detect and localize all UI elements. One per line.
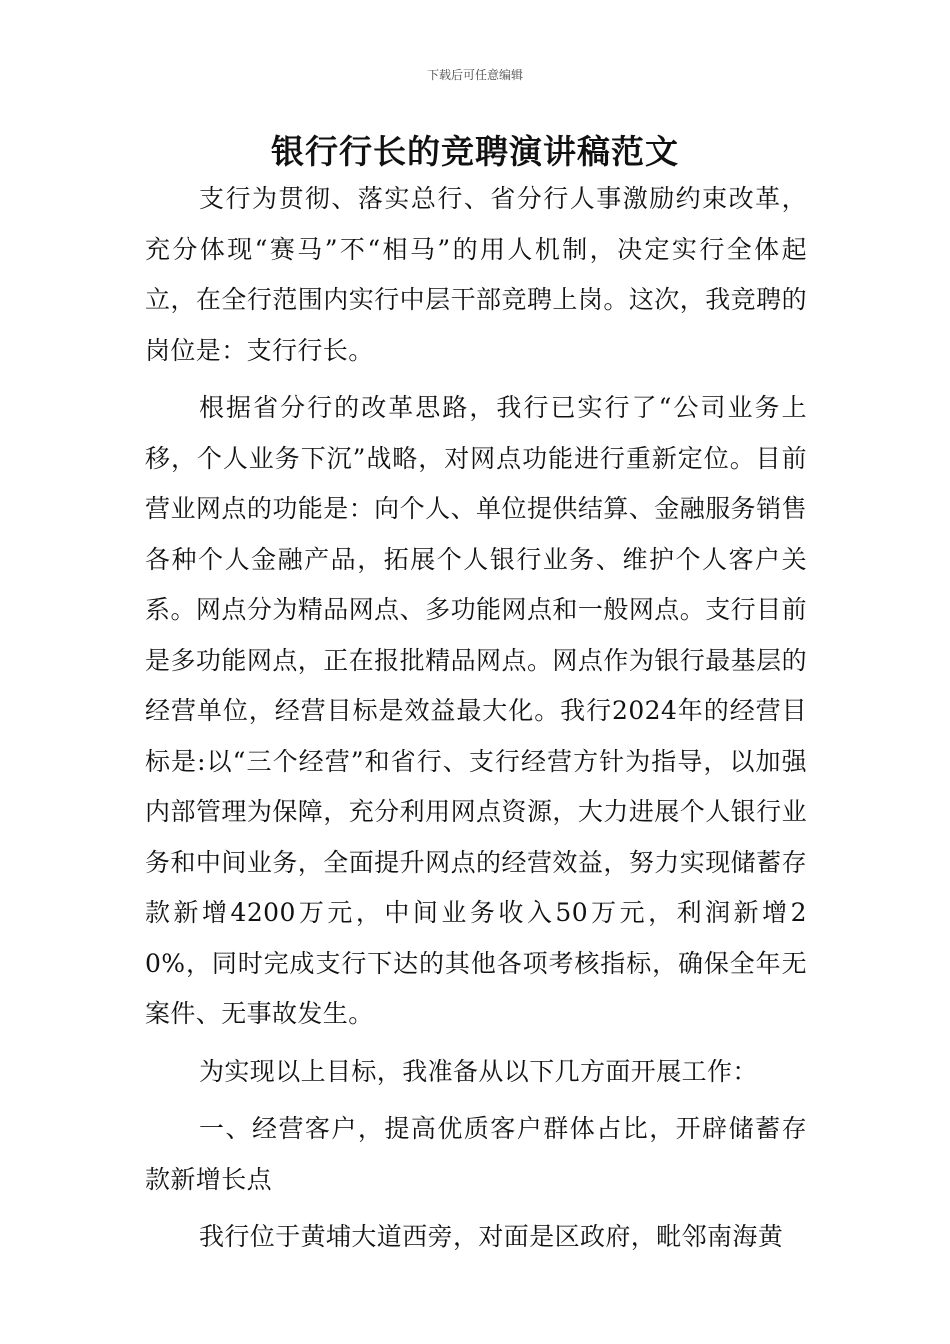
header-note: 下载后可任意编辑 — [426, 68, 523, 82]
document-title: 银行行长的竞聘演讲稿范文 — [271, 132, 679, 171]
section-heading-1: 一、经营客户，提高优质客户群体占比，开辟储蓄存款新增长点 — [145, 1114, 807, 1194]
paragraph-strategy: 根据省分行的改革思路，我行已实行了“公司业务上移，个人业务下沉”战略，对网点功能进行重新定位。目前营业网点的功能是：向个人、单位提供结算、金融服务销售各种个人金融产品，拓展个人银行业务、维护个人客户关系。网点分为精品网点、多功能网点和一般网点。支行目前是多功能网点，正在报批精品网点。网点作为银行最基层的经营单位，经营目标是效益最大化。我行2024年的经营目标是:以“三个经营”和省行、支行经营方针为指导，以加强内部管理为保障，充分利用网点资源，大力进展个人银行业务和中间业务，全面提升网点的经营效益，努力实现储蓄存款新增4200万元，中间业务收入50万元，利润新增20%，同时完成支行下达的其他各项考核指标，确保全年无案件、无事故发生。 — [145, 393, 807, 1028]
document-body — [145, 174, 807, 1263]
paragraph-location: 我行位于黄埔大道西旁，对面是区政府，毗邻南海黄 — [199, 1222, 784, 1251]
paragraph-intro: 支行为贯彻、落实总行、省分行人事激励约束改革，充分体现“赛马”不“相马”的用人机制，决定实行全体起立，在全行范围内实行中层干部竞聘上岗。这次，我竞聘的岗位是：支行行长。 — [145, 184, 807, 365]
paragraph-plan-intro: 为实现以上目标，我准备从以下几方面开展工作： — [199, 1056, 758, 1086]
